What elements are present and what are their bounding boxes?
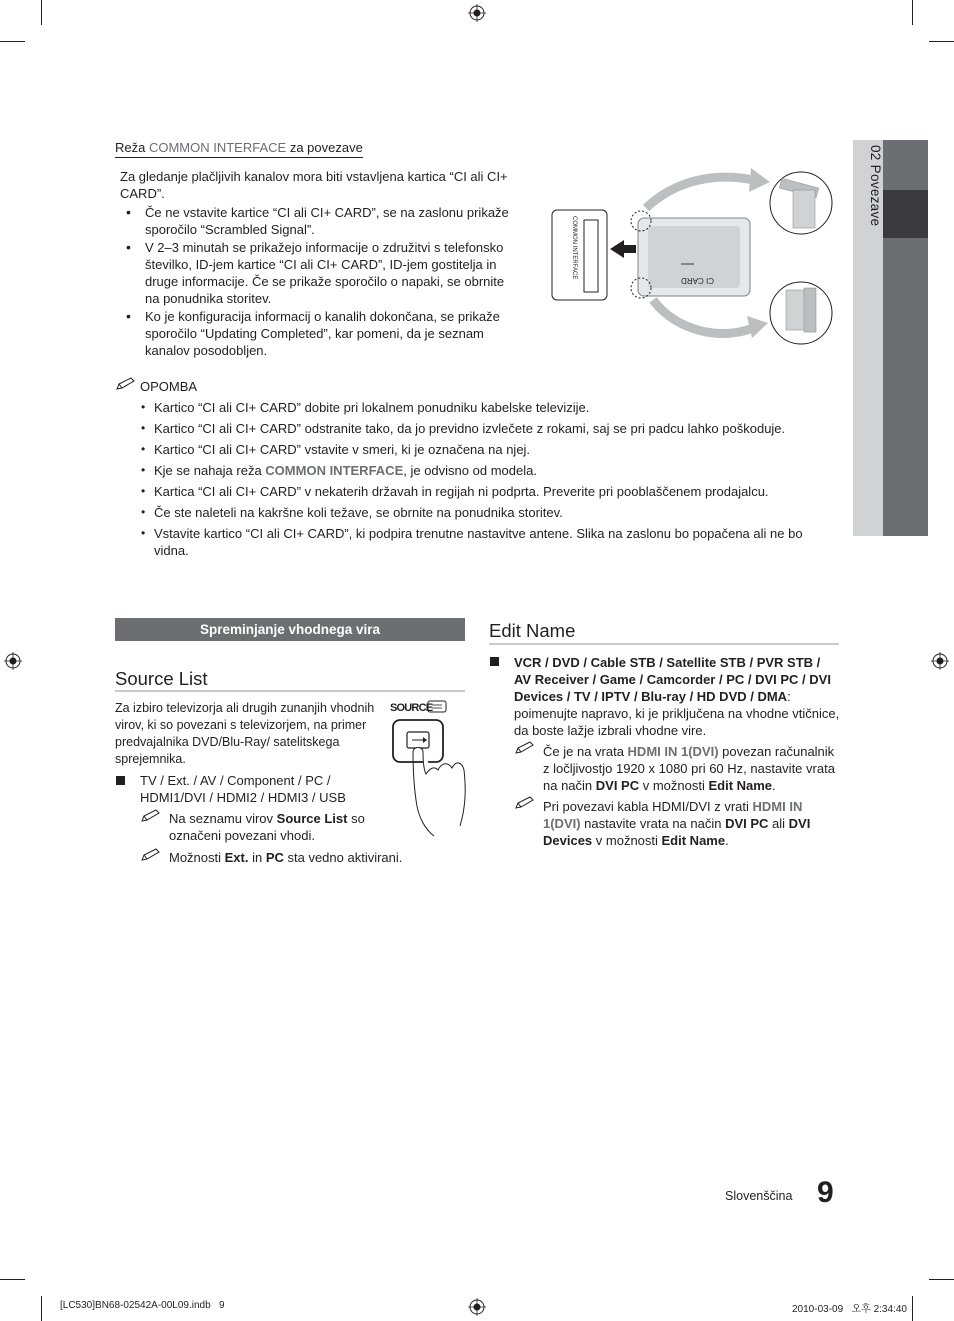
edit-name-heading: Edit Name [489, 620, 576, 641]
crop-mark [0, 1279, 25, 1280]
list-item: • Kje se nahaja reža COMMON INTERFACE, je odvisno od modela. [141, 463, 537, 478]
square-bullet-icon [490, 657, 499, 666]
list-item: • Če ne vstavite kartice “CI ali CI+ CARD”, se na zaslonu prikaže sporočilo “Scrambled Signal”. [120, 204, 520, 238]
divider [115, 690, 465, 692]
crop-mark [929, 41, 954, 42]
registration-mark-icon [4, 652, 22, 670]
registration-mark-icon [931, 652, 949, 670]
divider [489, 643, 839, 645]
crop-mark [41, 0, 42, 25]
registration-mark-icon [468, 1298, 486, 1316]
source-list-note-1: Na seznamu virov Source List so označeni povezani vhodi. [169, 811, 365, 843]
section-header-bar: Spreminjanje vhodnega vira [115, 618, 465, 641]
note-pencil-icon [116, 377, 136, 391]
note-label: OPOMBA [140, 379, 198, 394]
note-pencil-icon [515, 796, 535, 810]
ci-intro: Za gledanje plačljivih kanalov mora biti vstavljena kartica “CI ali CI+ CARD”. [120, 169, 508, 201]
crop-mark [41, 1296, 42, 1321]
source-list-intro: Za izbiro televizorja ali drugih zunanjih vhodnih virov, ki so povezani s televizorjem, na primer predvajalnika DVD/Blu-Ray/ satelitskega sprejemnika. [115, 701, 375, 766]
source-list-item: TV / Ext. / AV / Component / PC / HDMI1/DVI / HDMI2 / HDMI3 / USB [140, 773, 346, 805]
source-button-illustration [386, 696, 468, 838]
list-item: • Kartico “CI ali CI+ CARD” dobite pri lokalnem ponudniku kabelske televizije. [141, 400, 590, 415]
list-item: • V 2–3 minutah se prikažejo informacije o združitvi s telefonsko številko, ID-jem kartice “CI ali CI+ CARD”, ID-jem gostitelja in druge informacije. Če se prikaže sporočilo o napaki, se obrnite na ponudnika storitev. [120, 239, 520, 307]
list-item: • Kartico “CI ali CI+ CARD” odstranite tako, da jo previdno izvlečete z rokami, saj se pri padcu lahko poškoduje. [141, 421, 786, 436]
side-tab-block [883, 238, 928, 536]
footer-file: [LC530]BN68-02542A-00L09.indb 9 [60, 1300, 225, 1311]
note-pencil-icon [141, 809, 161, 823]
crop-mark [912, 0, 913, 25]
footer-timestamp: 2010-03-09 오후 2:34:40 [792, 1304, 907, 1315]
source-list-heading: Source List [115, 668, 208, 689]
side-tab-label: 02 Povezave [868, 145, 883, 227]
registration-mark-icon [468, 4, 486, 22]
side-tab-block [883, 140, 928, 190]
crop-mark [929, 1279, 954, 1280]
crop-mark [912, 1296, 913, 1321]
edit-name-note-2: Pri povezavi kabla HDMI/DVI z vrati HDMI IN 1(DVI) nastavite vrata na način DVI PC ali DVI Devices v možnosti Edit Name. [543, 799, 811, 848]
list-item: • Če ste naleteli na kakršne koli težave, se obrnite na ponudnika storitev. [141, 505, 563, 520]
ci-card-illustration [548, 168, 838, 348]
crop-mark [0, 41, 25, 42]
list-item: • Vstavite kartico “CI ali CI+ CARD”, ki podpira trenutne nastavitve antene. Slika na zaslonu bo popačena ali ne bo vidna. [141, 526, 803, 558]
source-button-label: SOURCE [390, 702, 433, 714]
edit-name-note-1: Če je na vrata HDMI IN 1(DVI) povezan računalnik z ločljivostjo 1920 x 1080 pri 60 Hz, nastavite vrata na način DVI PC v možnosti Edit Name. [543, 744, 835, 793]
note-pencil-icon [141, 848, 161, 862]
card-label: CI CARD [681, 276, 714, 285]
page-number: 9 [817, 1176, 834, 1209]
ci-section-title: Reža COMMON INTERFACE za povezave [115, 139, 363, 158]
list-item: • Kartica “CI ali CI+ CARD” v nekaterih državah in regijah ni podprta. Preverite pri pooblaščenem prodajalcu. [141, 484, 769, 499]
source-list-note-2: Možnosti Ext. in PC sta vedno aktivirani. [169, 850, 403, 865]
ci-bullet-list [120, 204, 520, 359]
edit-name-item: VCR / DVD / Cable STB / Satellite STB / PVR STB / AV Receiver / Game / Camcorder / PC / DVI PC / DVI Devices / TV / IPTV / Blu-ray / HD DVD / DMA: poimenujte napravo, ki je priključena na vhodne vtičnice, da boste lažje izbrali vhodne vire. [514, 655, 840, 738]
list-item: • Ko je konfiguracija informacij o kanalih dokončana, se prikaže sporočilo “Updating Completed”, kar pomeni, da je seznam kanalov posodobljen. [120, 308, 520, 359]
square-bullet-icon [116, 776, 125, 785]
note-pencil-icon [515, 741, 535, 755]
note-list [115, 399, 825, 563]
footer-language: Slovenščina [725, 1189, 793, 1203]
side-tab-active-block [883, 190, 928, 238]
slot-label: COMMON INTERFACE [571, 216, 577, 280]
list-item: • Kartico “CI ali CI+ CARD” vstavite v smeri, ki je označena na njej. [141, 442, 531, 457]
